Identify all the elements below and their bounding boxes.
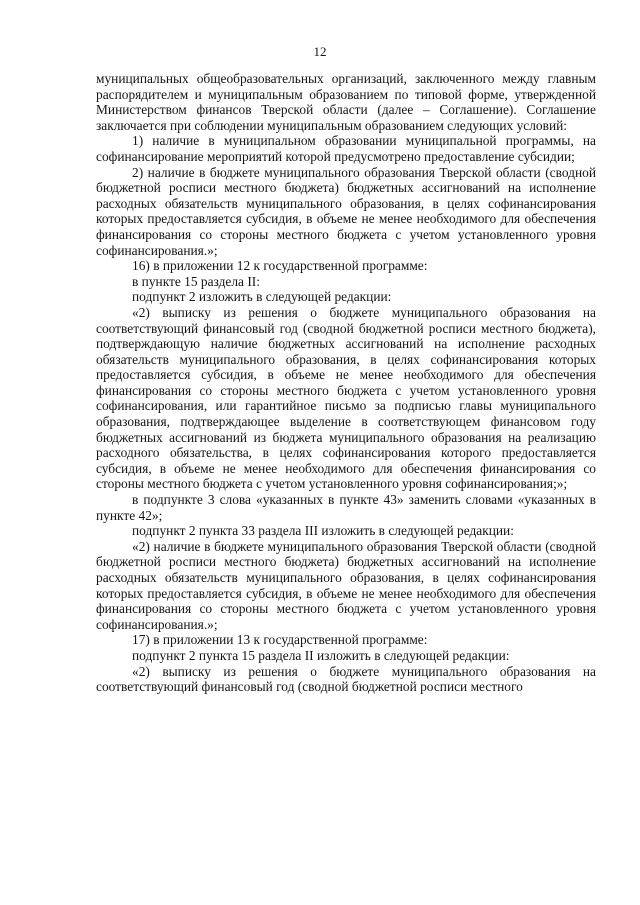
page-number: 12: [313, 44, 327, 59]
paragraph-quoted-condition-2: «2) наличие в бюджете муниципального образования Тверской области (сводной бюджетной росписи местного бюджета) бюджетных ассигнований на исполнение расходных обязательств муниципального образования, в целях софинансирования которых предоставляется субсидия, в объеме не менее необходимого для обеспечения финансирования со стороны местного бюджета с учетом установленного уровня софинансирования.»;: [96, 538, 596, 632]
paragraph-item-16: 16) в приложении 12 к государственной программе:: [132, 258, 428, 274]
paragraph-quoted-extract: «2) выписку из решения о бюджете муниципального образования на соответствующий финансовый год (сводной бюджетной росписи местного: [96, 663, 596, 695]
document-body: [96, 71, 596, 695]
paragraph-point-33: подпункт 2 пункта 33 раздела III изложить в следующей редакции:: [132, 523, 514, 539]
paragraph-point-15-item-17: подпункт 2 пункта 15 раздела II изложить в следующей редакции:: [132, 647, 510, 663]
paragraph-quoted-subpoint-2: «2) выписку из решения о бюджете муниципального образования на соответствующий финансовый год (сводной бюджетной росписи местного бюджета), подтверждающую наличие бюджетных ассигнований на исполнение расходных обязательств муниципального образования, в целях софинансирования которых предоставляется субсидия, в объеме не менее необходимого для обеспечения финансирования со стороны местного бюджета с учетом установленного уровня софинансирования, или гарантийное письмо за подписью главы муниципального образования, подтверждающее выделение в соответствующем финансовом году бюджетных ассигнований из бюджета муниципального образования на реализацию расходного обязательства, в целях софинансирования которого предоставляется субсидия, в объеме не менее необходимого для обеспечения финансирования со стороны местного бюджета с учетом установленного уровня софинансирования;»;: [96, 304, 596, 492]
paragraph-subpoint-3: в подпункте 3 слова «указанных в пункте 43» заменить словами «указанных в пункте 42»;: [96, 492, 596, 523]
paragraph-point-15: в пункте 15 раздела II:: [132, 273, 260, 289]
paragraph-condition-2: 2) наличие в бюджете муниципального образования Тверской области (сводной бюджетной росписи местного бюджета) бюджетных ассигнований на исполнение расходных обязательств муниципального образования, в целях софинансирования которых предоставляется субсидия, в объеме не менее необходимого для обеспечения финансирования со стороны местного бюджета с учетом установленного уровня софинансирования.»;: [96, 164, 596, 258]
paragraph-subpoint-2: подпункт 2 изложить в следующей редакции:: [132, 289, 392, 305]
paragraph-item-17: 17) в приложении 13 к государственной программе:: [132, 632, 428, 648]
paragraph-continuation: муниципальных общеобразовательных организаций, заключенного между главным распорядителем и муниципальным образованием по типовой форме, утвержденной Министерством финансов Тверской области (далее – Соглашение). Соглашение заключается при соблюдении муниципальным образованием следующих условий:: [96, 71, 596, 133]
paragraph-condition-1: 1) наличие в муниципальном образовании муниципальной программы, на софинансирование мероприятий которой предусмотрено предоставление субсидии;: [96, 133, 596, 164]
